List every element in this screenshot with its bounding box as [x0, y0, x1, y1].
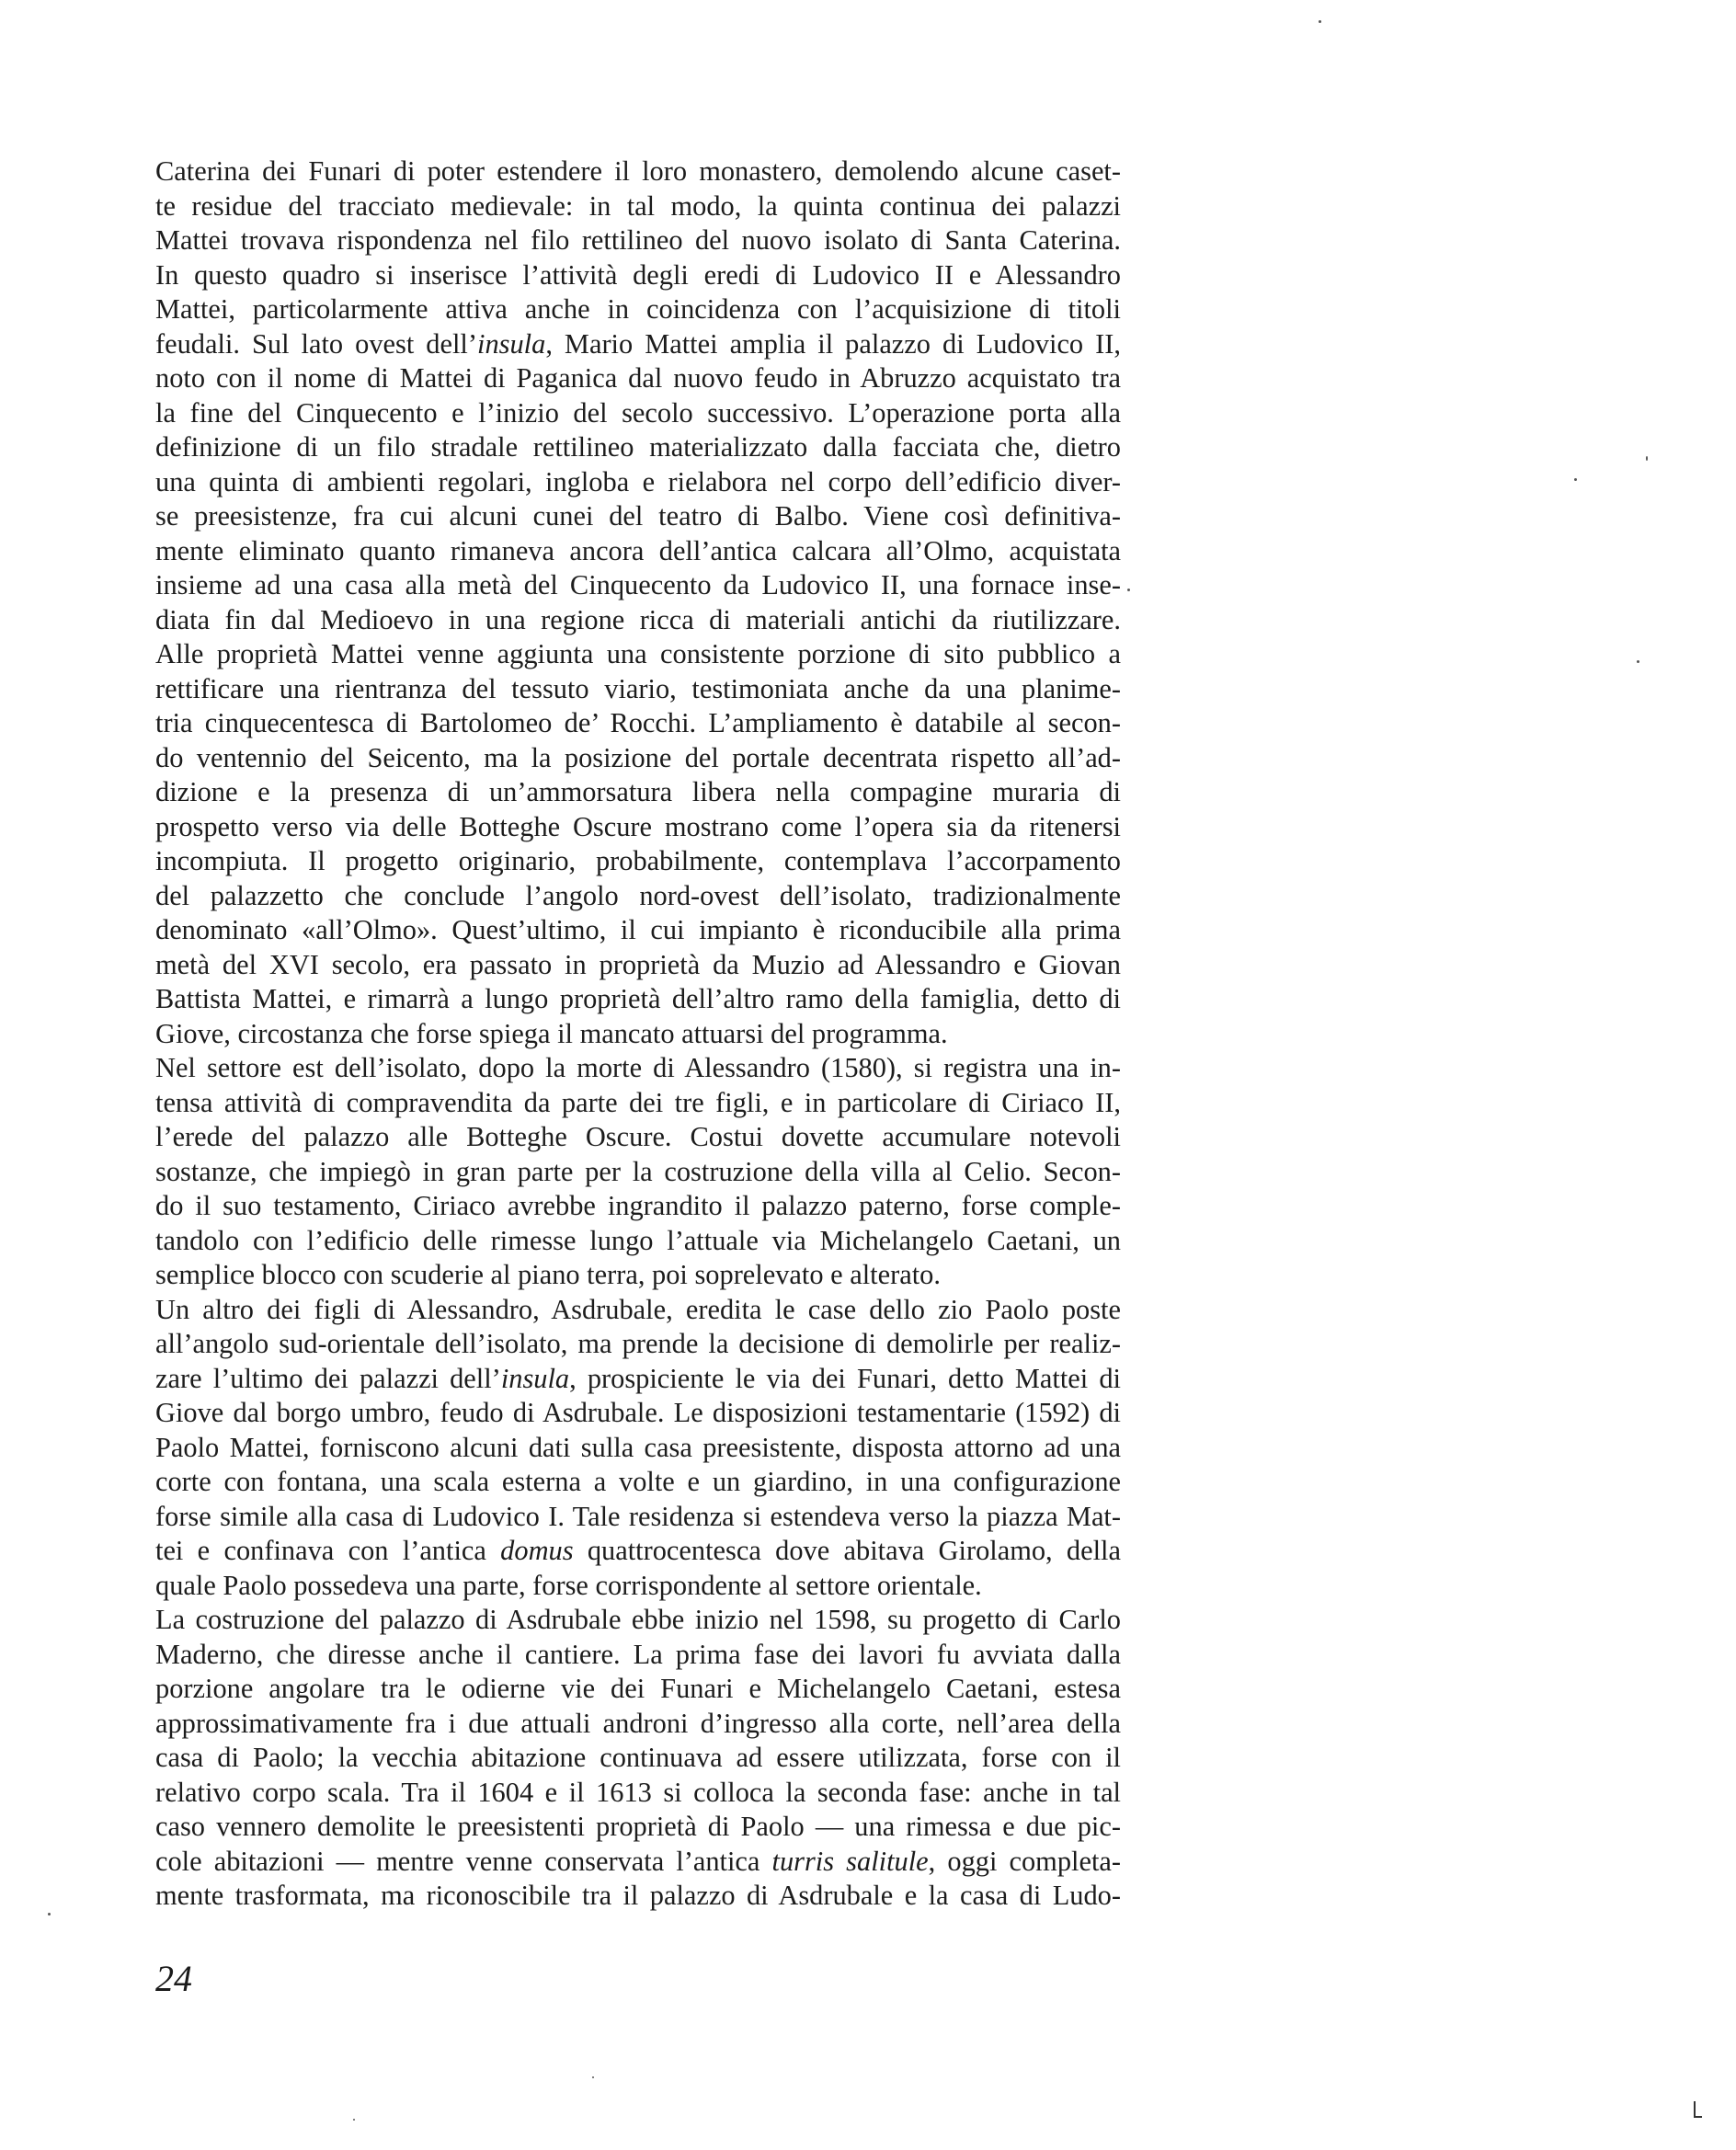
text-line [155, 879, 1121, 914]
text-line [155, 948, 1121, 983]
text-run: La costruzione del palazzo di Asdrubale ebbe inizio nel 1598, su progetto di Carlo [155, 1604, 1121, 1635]
crop-mark-icon [1694, 2101, 1702, 2118]
text-run: una quinta di ambienti regolari, ingloba e rielabora nel corpo dell’edificio diver- [155, 465, 1121, 497]
italic-term: insula [477, 327, 546, 360]
text-line [155, 1534, 1121, 1569]
text-run: , Mario Mattei amplia il palazzo di Ludovico II, [545, 327, 1121, 360]
text-line [155, 258, 1121, 293]
text-line [155, 1086, 1121, 1121]
text-line [155, 361, 1121, 396]
text-run: mente eliminato quanto rimaneva ancora dell’antica calcara all’Olmo, acquistata [155, 534, 1121, 566]
scan-speck [48, 1913, 51, 1916]
text-run: noto con il nome di Mattei di Paganica dal nuovo feudo in Abruzzo acquistato tra [155, 362, 1121, 394]
text-run: tandolo con l’edificio delle rimesse lungo l’attuale via Michelangelo Caetani, un [155, 1224, 1121, 1256]
text-run: tria cinquecentesca di Bartolomeo de’ Rocchi. L’ampliamento è databile al secon- [155, 707, 1121, 738]
text-line [155, 1707, 1121, 1742]
scan-speck [1637, 660, 1639, 663]
text-line [155, 1776, 1121, 1811]
text-line [155, 1396, 1121, 1431]
text-run: caso vennero demolite le preesistenti proprietà di Paolo — una rimessa e due pic- [155, 1811, 1121, 1842]
text-line [155, 327, 1121, 362]
scan-speck [1574, 478, 1577, 481]
text-run: feudali. Sul lato ovest dell’ [155, 327, 477, 360]
text-run: porzione angolare tra le odierne vie dei Funari e Michelangelo Caetani, estesa [155, 1673, 1121, 1704]
text-run: relativo corpo scala. Tra il 1604 e il 1613 si colloca la seconda fase: anche in tal [155, 1776, 1121, 1808]
text-line [155, 499, 1121, 534]
text-run: l’erede del palazzo alle Botteghe Oscure. Costui dovette accumulare notevoli [155, 1121, 1121, 1152]
text-line [155, 810, 1121, 845]
text-line [155, 1431, 1121, 1466]
text-line [155, 1017, 1121, 1052]
text-run: zare l’ultimo dei palazzi dell’ [155, 1362, 501, 1394]
text-run: semplice blocco con scuderie al piano terra, poi soprelevato e alterato. [155, 1259, 941, 1290]
text-run: definizione di un filo stradale rettilineo materializzato dalla facciata che, dietro [155, 431, 1121, 463]
text-run: quattrocentesca dove abitava Girolamo, della [573, 1535, 1121, 1566]
text-run: del palazzetto che conclude l’angolo nord-ovest dell’isolato, tradizionalmente [155, 879, 1121, 911]
text-run: prospetto verso via delle Botteghe Oscure mostrano come l’opera sia da ritenersi [155, 810, 1121, 842]
text-run: Un altro dei figli di Alessandro, Asdrubale, eredita le case dello zio Paolo poste [155, 1293, 1121, 1325]
text-run: do ventennio del Seicento, ma la posizione del portale decentrata rispetto all’ad- [155, 741, 1121, 773]
text-line [155, 1327, 1121, 1362]
text-run: , prospiciente le via dei Funari, detto Mattei di [569, 1362, 1121, 1394]
text-line [155, 706, 1121, 741]
text-line [155, 982, 1121, 1017]
text-line [155, 1845, 1121, 1880]
text-line [155, 1155, 1121, 1190]
text-line [155, 637, 1121, 672]
text-line [155, 844, 1121, 879]
text-line [155, 741, 1121, 776]
text-run: In questo quadro si inserisce l’attività degli eredi di Ludovico II e Alessandro [155, 258, 1121, 291]
scan-speck [1319, 20, 1321, 23]
text-run: Giove dal borgo umbro, feudo di Asdrubale. Le disposizioni testamentarie (1592) di [155, 1397, 1121, 1428]
text-run: rettificare una rientranza del tessuto viario, testimoniata anche da una planime- [155, 672, 1121, 704]
text-line [155, 430, 1121, 465]
text-run: tensa attività di compravendita da parte dei tre figli, e in particolare di Ciriaco II, [155, 1086, 1121, 1118]
text-line [155, 603, 1121, 638]
text-run: all’angolo sud-orientale dell’isolato, ma prende la decisione di demolirle per realiz- [155, 1328, 1121, 1359]
text-line [155, 1603, 1121, 1638]
text-run: , oggi completa- [928, 1845, 1121, 1877]
text-line [155, 189, 1121, 224]
text-line [155, 672, 1121, 707]
text-run: metà del XVI secolo, era passato in proprietà da Muzio ad Alessandro e Giovan [155, 948, 1121, 980]
text-line [155, 1051, 1121, 1086]
text-run: cole abitazioni — mentre venne conservata l’antica [155, 1845, 772, 1877]
text-line [155, 1120, 1121, 1155]
text-line [155, 1293, 1121, 1328]
text-line [155, 1672, 1121, 1707]
text-run: Paolo Mattei, forniscono alcuni dati sulla casa preesistente, disposta attorno ad una [155, 1431, 1121, 1463]
text-run: denominato «all’Olmo». Quest’ultimo, il cui impianto è riconducibile alla prima [155, 914, 1121, 945]
text-line [155, 1362, 1121, 1397]
text-run: te residue del tracciato medievale: in tal modo, la quinta continua dei palazzi [155, 189, 1121, 222]
page-number: 24 [155, 1958, 192, 1999]
text-run: quale Paolo possedeva una parte, forse corrispondente al settore orientale. [155, 1569, 982, 1601]
italic-term: turris salitule [771, 1845, 929, 1877]
text-run: insieme ad una casa alla metà del Cinquecento da Ludovico II, una fornace inse- [155, 569, 1121, 600]
text-run: Mattei trovava rispondenza nel filo rettilineo del nuovo isolato di Santa Caterina. [155, 224, 1121, 256]
text-run: sostanze, che impiegò in gran parte per la costruzione della villa al Celio. Secon- [155, 1155, 1121, 1187]
text-run: forse simile alla casa di Ludovico I. Tale residenza si estendeva verso la piazza Mat- [155, 1500, 1121, 1532]
text-line [155, 775, 1121, 810]
text-line [155, 1224, 1121, 1259]
text-run: Giove, circostanza che forse spiega il mancato attuarsi del programma. [155, 1017, 948, 1049]
text-run: mente trasformata, ma riconoscibile tra il palazzo di Asdrubale e la casa di Ludo- [155, 1880, 1121, 1911]
text-run: corte con fontana, una scala esterna a volte e un giardino, in una configurazione [155, 1466, 1121, 1497]
text-line [155, 1500, 1121, 1535]
text-run: Alle proprietà Mattei venne aggiunta una consistente porzione di sito pubblico a [155, 638, 1121, 669]
text-run: diata fin dal Medioevo in una regione ricca di materiali antichi da riutilizzare. [155, 603, 1121, 635]
text-run: se preesistenze, fra cui alcuni cunei del teatro di Balbo. Viene così definitiva- [155, 500, 1121, 532]
italic-term: insula [500, 1362, 570, 1394]
text-line [155, 223, 1121, 258]
scan-speck [353, 2119, 355, 2121]
text-run: la fine del Cinquecento e l’inizio del secolo successivo. L’operazione porta alla [155, 396, 1121, 429]
text-run: Nel settore est dell’isolato, dopo la morte di Alessandro (1580), si registra una in- [155, 1052, 1121, 1083]
text-line [155, 913, 1121, 948]
text-line [155, 1465, 1121, 1500]
text-run: Maderno, che diresse anche il cantiere. La prima fase dei lavori fu avviata dalla [155, 1638, 1121, 1670]
text-run: dizione e la presenza di un’ammorsatura libera nella compagine muraria di [155, 776, 1121, 807]
text-run: casa di Paolo; la vecchia abitazione continuava ad essere utilizzata, forse con il [155, 1742, 1121, 1773]
text-line [155, 1569, 1121, 1604]
text-line [155, 1810, 1121, 1845]
text-line [155, 568, 1121, 603]
text-line [155, 1879, 1121, 1914]
text-line [155, 396, 1121, 431]
text-line [155, 154, 1121, 189]
text-run: Caterina dei Funari di poter estendere il loro monastero, demolendo alcune caset- [155, 155, 1121, 187]
text-line [155, 1741, 1121, 1776]
scan-speck [1646, 456, 1648, 461]
text-run: Mattei, particolarmente attiva anche in coincidenza con l’acquisizione di titoli [155, 293, 1121, 325]
text-line [155, 534, 1121, 569]
text-run: approssimativamente fra i due attuali androni d’ingresso alla corte, nell’area della [155, 1707, 1121, 1739]
text-line [155, 1189, 1121, 1224]
text-line [155, 465, 1121, 500]
italic-term: domus [500, 1535, 574, 1566]
text-line [155, 1638, 1121, 1673]
scan-speck [1127, 589, 1130, 591]
text-line [155, 1258, 1121, 1293]
text-line [155, 292, 1121, 327]
body-text [155, 154, 1121, 1914]
text-run: tei e confinava con l’antica [155, 1535, 501, 1566]
text-run: incompiuta. Il progetto originario, probabilmente, contemplava l’accorpamento [155, 845, 1121, 876]
text-run: Battista Mattei, e rimarrà a lungo proprietà dell’altro ramo della famiglia, detto di [155, 983, 1121, 1014]
scan-speck [592, 2076, 594, 2078]
text-run: do il suo testamento, Ciriaco avrebbe ingrandito il palazzo paterno, forse comple- [155, 1190, 1121, 1221]
